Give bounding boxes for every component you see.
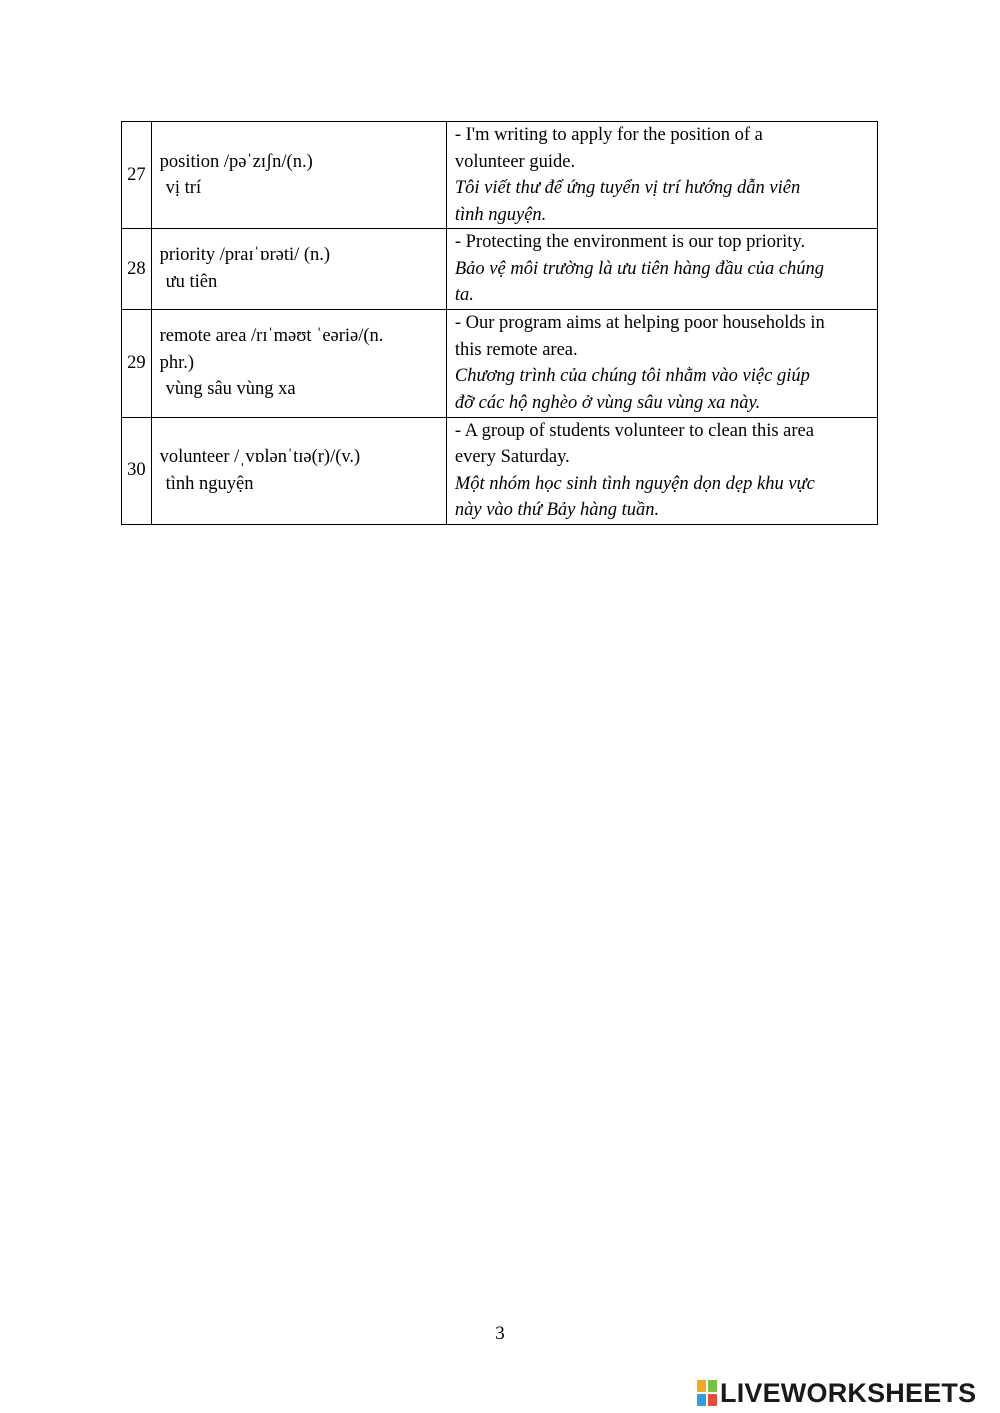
table-row: [122, 417, 878, 524]
example-sentence: this remote area.: [454, 339, 578, 360]
example-translation: đỡ các hộ nghèo ở vùng sâu vùng xa này.: [454, 392, 761, 413]
example-translation: Bảo vệ môi trường là ưu tiên hàng đầu của chúng: [454, 258, 825, 279]
example-sentence: - I'm writing to apply for the position of a: [454, 125, 763, 145]
word-entry: volunteer /ˌvɒlənˈtɪə(r)/(v.): [159, 447, 361, 467]
row-number: 29: [122, 309, 152, 417]
word-entry: phr.): [159, 352, 195, 373]
example-sentence: - Protecting the environment is our top priority.: [454, 232, 806, 252]
vocabulary-table: [121, 121, 878, 525]
word-cell: [151, 417, 446, 524]
table-row: [122, 309, 878, 417]
example-translation: Tôi viết thư để ứng tuyển vị trí hướng dẫn viên: [454, 178, 801, 198]
example-sentence: - A group of students volunteer to clean this area: [454, 420, 814, 441]
word-cell: [151, 309, 446, 417]
example-cell: [446, 417, 877, 524]
example-sentence: - Our program aims at helping poor households in: [454, 313, 825, 333]
row-number: 28: [122, 229, 152, 310]
word-entry: priority /praɪˈɒrəti/ (n.): [159, 245, 331, 266]
table-row: [122, 229, 878, 310]
example-translation: ta.: [454, 285, 474, 305]
example-cell: [446, 122, 877, 229]
example-translation: Một nhóm học sinh tình nguyện dọn dẹp khu vực: [454, 473, 815, 494]
row-number: 27: [122, 122, 152, 229]
page-number: 3: [495, 1323, 505, 1344]
word-meaning: vị trí: [165, 178, 202, 198]
word-meaning: tình nguyện: [165, 473, 254, 494]
word-cell: [151, 122, 446, 229]
word-meaning: ưu tiên: [165, 271, 218, 292]
watermark-text: LIVEWORKSHEETS: [720, 1377, 977, 1408]
row-number: 30: [122, 417, 152, 524]
word-meaning: vùng sâu vùng xa: [165, 379, 296, 400]
example-translation: tình nguyện.: [454, 204, 547, 225]
example-sentence: volunteer guide.: [454, 151, 576, 172]
example-sentence: every Saturday.: [454, 447, 570, 467]
word-entry: position /pəˈzɪʃn/(n.): [159, 151, 313, 172]
word-cell: [151, 229, 446, 310]
example-cell: [446, 309, 877, 417]
example-cell: [446, 229, 877, 310]
word-entry: remote area /rɪˈməʊt ˈeəriə/(n.: [159, 326, 384, 347]
liveworksheets-logo-icon: [697, 1380, 717, 1406]
example-translation: Chương trình của chúng tôi nhằm vào việc giúp: [454, 366, 810, 386]
example-translation: này vào thứ Bảy hàng tuần.: [454, 500, 660, 520]
liveworksheets-watermark[interactable]: [697, 1378, 976, 1408]
table-row: [122, 122, 878, 229]
